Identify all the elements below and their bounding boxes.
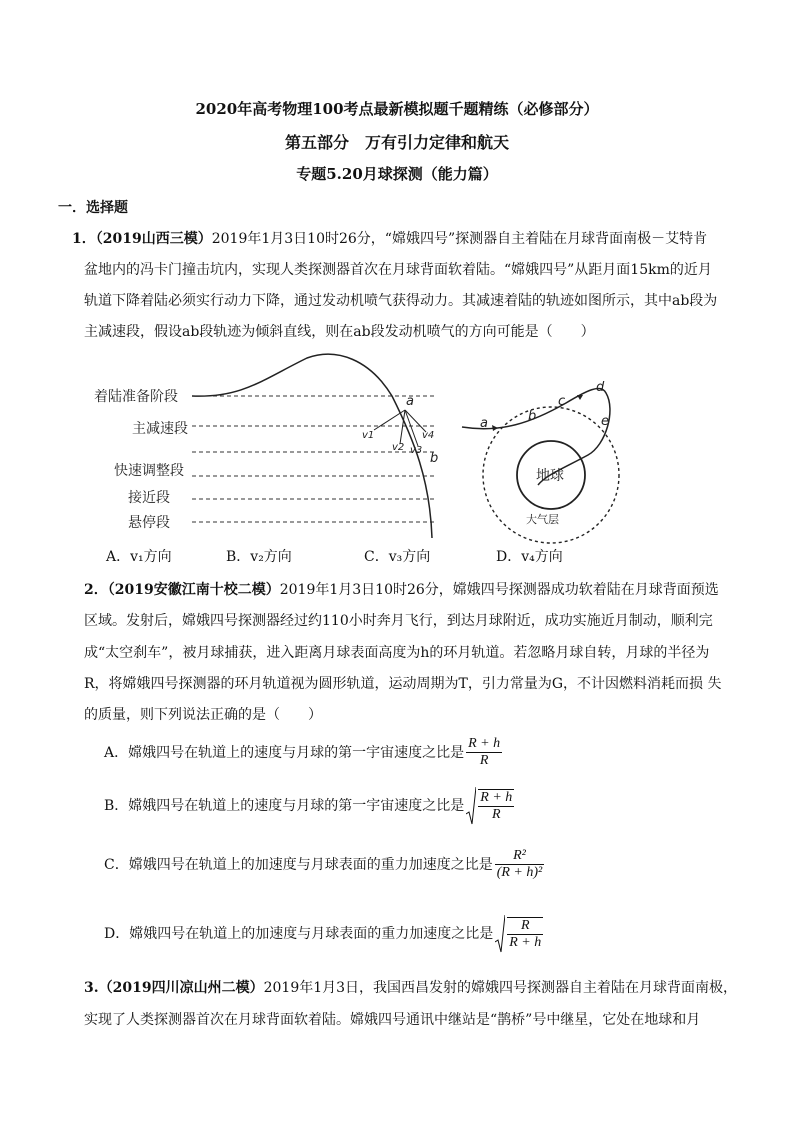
q1-line-3: 主减速段，假设ab段轨迹为倾斜直线，则在ab段发动机喷气的方向可能是（ ）	[84, 324, 595, 340]
q1-source: （2019山西三模）	[95, 231, 212, 247]
orbit-point-d: d	[596, 380, 605, 395]
q1-line-0: 2019年1月3日10时26分，“嫦娥四号”探测器自主着陆在月球背面南极－艾特肯	[211, 231, 708, 247]
q2-option-b[interactable]	[104, 786, 514, 826]
q2-line-1: 区域。发射后，嫦娥四号探测器经过约110小时奔月飞行，到达月球附近，成功实施近月制动，顺利完	[84, 613, 713, 629]
orbit-point-b: b	[528, 409, 537, 424]
doc-title: 2020年高考物理100考点最新模拟题千题精练（必修部分）	[195, 100, 599, 118]
q2-option-d[interactable]	[104, 914, 543, 954]
q3-source: （2019四川凉山州二模）	[98, 980, 264, 996]
vector-v1	[374, 410, 405, 430]
fraction-denominator: R	[479, 753, 489, 768]
q1-first-line	[72, 229, 707, 249]
q1-option-c[interactable]: C．v₃方向	[364, 549, 431, 565]
q2-option-a[interactable]	[104, 736, 502, 769]
q2-option-d-text: D．嫦娥四号在轨道上的加速度与月球表面的重力加速度之比是	[104, 926, 494, 942]
q1-option-b[interactable]: B．v₂方向	[226, 549, 292, 565]
q2-option-d-fraction	[507, 917, 543, 951]
q1-line-2: 轨道下降着陆必须实行动力下降，通过发动机喷气获得动力。其减速着陆的轨迹如图所示，其中ab段为	[84, 293, 718, 309]
landing-trajectory-figure	[92, 350, 452, 542]
fraction-numerator: R + h	[480, 790, 513, 805]
q2-line-4: 的质量，则下列说法正确的是（ ）	[84, 707, 322, 723]
fraction-denominator: R	[492, 807, 501, 822]
label-v3: v3	[410, 445, 423, 456]
part-title: 第五部分 万有引力定律和航天	[284, 133, 509, 152]
stage-label-3: 接近段	[128, 490, 170, 506]
q3-line-0: 2019年1月3日，我国西昌发射的嫦娥四号探测器自主着陆在月球背面南极，	[263, 980, 738, 996]
point-b: b	[430, 451, 439, 466]
q1-option-d[interactable]: D．v₄方向	[496, 549, 563, 565]
stage-label-0: 着陆准备阶段	[94, 389, 178, 405]
point-a: a	[406, 394, 414, 409]
earth-label: 地球	[536, 468, 564, 484]
q1-line-1: 盆地内的冯卡门撞击坑内，实现人类探测器首次在月球背面软着陆。“嫦娥四号”从距月面15km的近月	[84, 262, 712, 278]
sqrt-symbol	[466, 786, 476, 826]
q2-source: （2019安徽江南十校二模）	[107, 582, 280, 598]
q2-line-2: 成“太空刹车”，被月球捕获，进入距离月球表面高度为h的环月轨道。若忽略月球自转，月球的半径为	[84, 645, 710, 661]
fraction-numerator: R²	[495, 848, 545, 865]
q2-first-line	[84, 580, 719, 600]
orbit-point-a: a	[480, 416, 488, 431]
fraction-denominator: R + h	[509, 935, 542, 950]
label-v4: v4	[422, 430, 435, 441]
orbit-point-c: c	[558, 394, 566, 409]
topic-title: 专题5.20月球探测（能力篇）	[296, 165, 498, 183]
q3-first-line	[84, 978, 737, 998]
fraction-numerator: R + h	[468, 736, 501, 751]
q2-line-3: R，将嫦娥四号探测器的环月轨道视为圆形轨道，运动周期为T，引力常量为G，不计因燃料消耗而损 失	[84, 676, 722, 692]
q2-option-c[interactable]	[104, 848, 544, 881]
path-arrow-1	[492, 425, 498, 431]
label-v1: v1	[362, 430, 375, 441]
vector-v4	[405, 410, 426, 432]
orbit-point-e: e	[601, 414, 609, 429]
q1-number: 1．	[72, 231, 96, 247]
q3-number: 3.	[84, 980, 99, 996]
q2-option-b-text: B．嫦娥四号在轨道上的速度与月球的第一宇宙速度之比是	[104, 798, 465, 814]
section-heading: 一．选择题	[58, 200, 128, 216]
sqrt-symbol	[495, 914, 505, 954]
atmosphere-label: 大气层	[526, 513, 559, 526]
stage-label-1: 主减速段	[132, 421, 188, 437]
label-v2: v2	[392, 442, 405, 453]
q2-option-a-text: A．嫦娥四号在轨道上的速度与月球的第一宇宙速度之比是	[104, 744, 465, 761]
q3-line-1: 实现了人类探测器首次在月球背面软着陆。嫦娥四号通讯中继站是“鹊桥”号中继星，它处在地球和月	[84, 1012, 701, 1028]
q2-number: 2．	[84, 582, 108, 598]
path-arrow-2	[577, 395, 583, 400]
q2-option-b-fraction	[478, 789, 514, 823]
q2-line-0: 2019年1月3日10时26分，嫦娥四号探测器成功软着陆在月球背面预选	[279, 582, 719, 598]
orbit-figure	[456, 375, 636, 545]
fraction-denominator: (R + h)²	[496, 865, 543, 880]
fraction-numerator: R	[507, 918, 543, 935]
q2-option-a-fraction	[466, 736, 502, 769]
stage-label-4: 悬停段	[128, 515, 170, 531]
q2-option-c-text: C．嫦娥四号在轨道上的加速度与月球表面的重力加速度之比是	[104, 856, 493, 873]
stage-label-2: 快速调整段	[114, 463, 184, 479]
q1-option-a[interactable]: A．v₁方向	[106, 549, 172, 565]
q2-option-c-fraction	[495, 848, 545, 881]
